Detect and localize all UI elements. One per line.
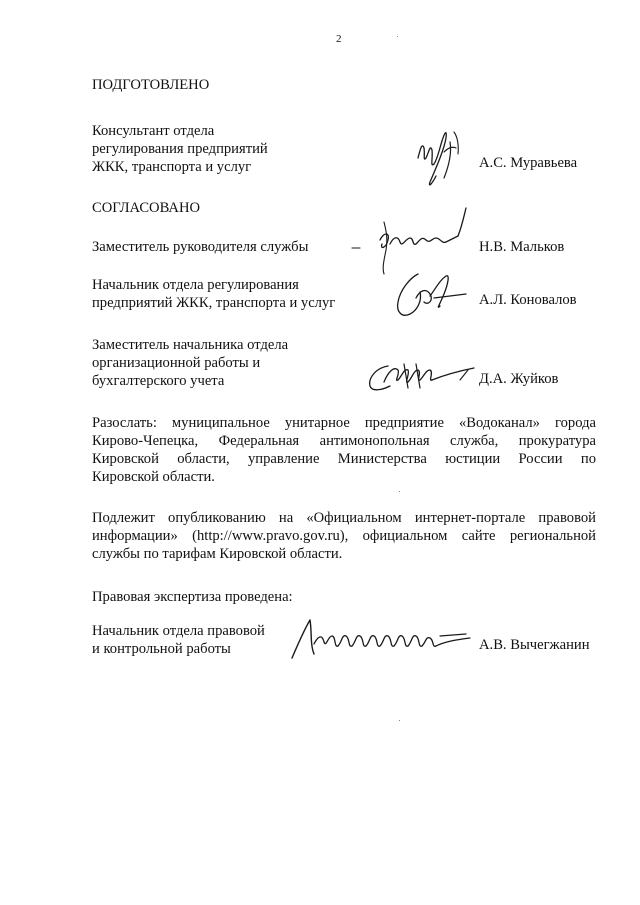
- publication-paragraph: [92, 509, 596, 563]
- prepared-position: [92, 122, 268, 176]
- prepared-position-line: ЖКК, транспорта и услуг: [92, 159, 252, 175]
- signer-malkov-name: Н.В. Мальков: [479, 239, 565, 255]
- signer-position-line: организационной работы и: [92, 355, 261, 371]
- signer-malkov-position: [92, 238, 308, 256]
- page-number: 2: [336, 33, 342, 45]
- signer-konovalov-name: А.Л. Коновалов: [479, 292, 577, 308]
- signature-vychegzhanin: [290, 614, 476, 664]
- publication-line: информации» (http://www.pravo.gov.ru), официальном сайте региональной: [92, 528, 596, 544]
- publication-line: службы по тарифам Кировской области.: [92, 546, 343, 562]
- prepared-position-line: регулирования предприятий: [92, 141, 268, 157]
- signer-position-line: бухгалтерского учета: [92, 373, 225, 389]
- scan-speck: [399, 720, 400, 721]
- prepared-name: А.С. Муравьева: [479, 155, 578, 171]
- distribution-line: Кирово-Чепецка, Федеральная антимонопольная служба, прокуратура: [92, 433, 596, 449]
- distribution-line: Кировской области, управление Министерства юстиции России по: [92, 451, 596, 467]
- legal-review-position-line: Начальник отдела правовой: [92, 623, 265, 639]
- signer-zhuykov-position: [92, 336, 288, 390]
- signer-position-line: Заместитель руководителя службы: [92, 239, 309, 255]
- agreed-heading: СОГЛАСОВАНО: [92, 200, 201, 216]
- distribution-line: Разослать: муниципальное унитарное предприятие «Водоканал» города: [92, 415, 596, 431]
- legal-review-position: [92, 622, 265, 658]
- prepared-heading: ПОДГОТОВЛЕНО: [92, 77, 210, 93]
- legal-review-statement: Правовая экспертиза проведена:: [92, 589, 293, 605]
- prepared-position-line: Консультант отдела: [92, 123, 215, 139]
- signature-muravyeva: [410, 128, 470, 192]
- signer-zhuykov-name: Д.А. Жуйков: [479, 371, 559, 387]
- signature-zhuykov: [364, 358, 480, 398]
- signer-position-line: предприятий ЖКК, транспорта и услуг: [92, 295, 336, 311]
- legal-review-name: А.В. Вычегжанин: [479, 637, 590, 653]
- distribution-line: Кировской области.: [92, 469, 215, 485]
- distribution-paragraph: [92, 414, 596, 486]
- signer-position-line: Заместитель начальника отдела: [92, 337, 289, 353]
- publication-line: Подлежит опубликованию на «Официальном интернет-портале правовой: [92, 510, 596, 526]
- scan-speck: [399, 491, 400, 492]
- legal-review-position-line: и контрольной работы: [92, 641, 231, 657]
- scan-speck: [397, 36, 398, 37]
- signer-konovalov-position: [92, 276, 335, 312]
- signature-konovalov: [388, 266, 472, 324]
- signer-position-line: Начальник отдела регулирования: [92, 277, 299, 293]
